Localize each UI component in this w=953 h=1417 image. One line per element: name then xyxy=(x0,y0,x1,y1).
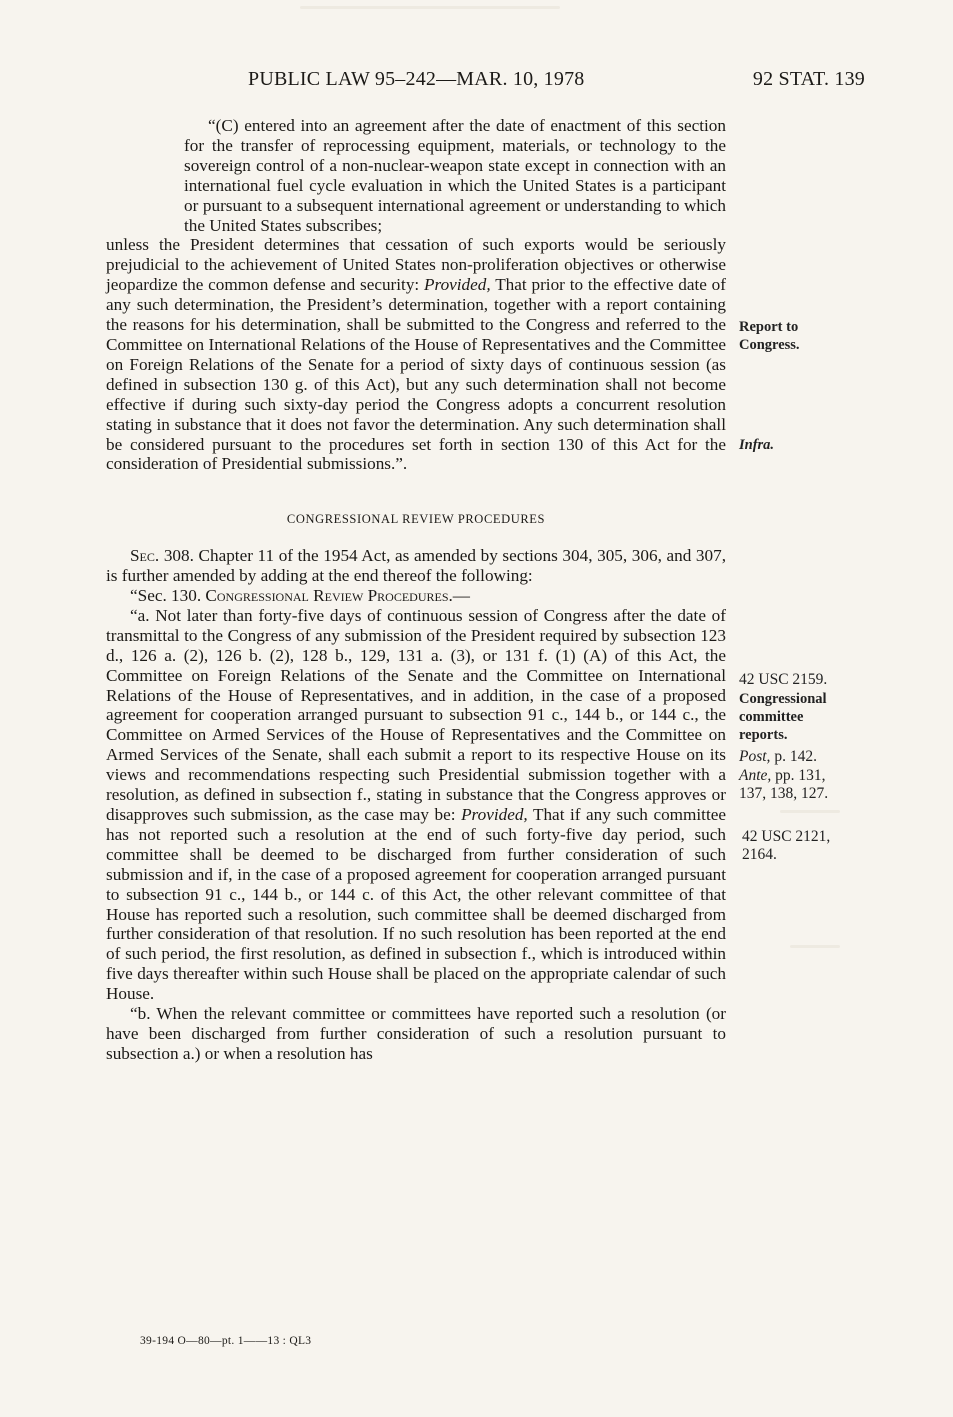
margin-note-congressional-reports xyxy=(739,690,827,744)
margin-note-post xyxy=(739,748,817,766)
margin-note-usc-2121 xyxy=(742,828,830,864)
margin-cong-line1: Congressional xyxy=(739,691,827,707)
unless-paragraph xyxy=(106,235,726,474)
margin-note-infra: Infra. xyxy=(739,437,775,453)
bleed-through-mark xyxy=(300,6,560,9)
margin-ante-pages2: 137, 138, 127. xyxy=(739,785,829,802)
margin-cong-line3: reports. xyxy=(739,727,788,743)
margin-post-label: Post, xyxy=(739,748,771,765)
subsection-a xyxy=(106,606,726,1004)
margin-usc2121-line2: 2164. xyxy=(742,846,777,863)
section-heading: CONGRESSIONAL REVIEW PROCEDURES xyxy=(286,512,546,527)
subsection-a-part1: “a. Not later than forty-five days of continuous session of Congress after the date of transmittal to the Congress of any submission of the President required by subsection 123 d., 126 a. (2), 126 b. (2), 128 b., 129, 131 a. (3), or 131 f. (1) (A) of this Act, the Committee on Foreign Relations of the Senate and the Committee on International Relations of the House of Representatives, and in addition, in the case of a proposed agreement for cooperation arranged pursuant to subsection 91 c., 144 b., or 144 c., the Committee on Armed Services of the House of Representatives and the Committee on Armed Services of the Senate, shall each submit a report to its respective House on its views and recommendations respecting such Presidential submission together with a resolution, as defined in subsection f., stating in substance that the Congress approves or disapproves such submission, as the case may be: xyxy=(106,605,726,824)
subsection-a-provided: Provided, xyxy=(461,805,528,824)
margin-post-page: p. 142. xyxy=(774,748,817,765)
subsection-b: “b. When the relevant committee or committees have reported such a resolution (or have been discharged from further consideration of such a resolution pursuant to subsection a.) or when a resolution has xyxy=(106,1004,726,1063)
margin-cong-line2: committee xyxy=(739,709,804,725)
sec-308-text: 308. Chapter 11 of the 1954 Act, as amended by sections 304, 305, 306, and 307, is further amended by adding at the end thereof the following: xyxy=(106,546,727,586)
margin-note-usc-2159: 42 USC 2159. xyxy=(739,671,828,688)
sec-label: Sec. xyxy=(130,546,160,566)
running-head-title: PUBLIC LAW 95–242—MAR. 10, 1978 xyxy=(248,68,585,90)
margin-report-line1: Report to xyxy=(739,319,799,335)
sec-308-paragraph xyxy=(106,546,726,586)
margin-ante-pages1: pp. 131, xyxy=(775,767,826,784)
unless-text-part2: That prior to the effective date of any such determination, the President’s determination, together with a report containing the reasons for his determination, shall be submitted to the Congress and referred to the Committee on International Relations of the House of Representatives and the Committee on Foreign Relations of the Senate for a period of sixty days of continuous session (as defined in subsection 130 g. of this Act), but any such determination shall not become effective if during such sixty-day period the Congress adopts a concurrent resolution stating in substance that it does not favor the determination. Any such determination shall be considered pursuant to the procedures set forth in section 130 of this Act for the consideration of Presidential submissions.”. xyxy=(106,275,727,474)
bleed-through-mark xyxy=(790,945,840,948)
print-footer: 39-194 O—80—pt. 1——13 : QL3 xyxy=(140,1335,312,1347)
margin-note-report xyxy=(739,318,800,354)
sec-130-prefix: “Sec. 130. xyxy=(130,586,202,606)
provided-italic: Provided, xyxy=(424,275,491,295)
sec-130-heading xyxy=(106,586,726,606)
clause-c: “(C) entered into an agreement after the date of enactment of this section for the transfer of reprocessing equipment, materials, or technology to the sovereign control of a non-nuclear-weapon state except in connection with an international fuel cycle evaluation in which the United States is a participant or pursuant to a subsequent international agreement or understanding to which the United States subscribes; xyxy=(184,116,726,235)
margin-note-ante xyxy=(739,767,828,803)
main-text-column xyxy=(106,116,726,1064)
bleed-through-mark xyxy=(780,810,840,813)
subsection-a-part2: That if any such committee has not reported such a resolution at the end of such forty-five day period, such committee shall be deemed to be discharged from further consideration of such submission and if, in the case of a proposed agreement for cooperation arranged pursuant to subsection 91 c., 144 b., or 144 c. of this Act, the other relevant committee of that House has reported such a resolution, such committee shall be deemed discharged from further consideration of that resolution. If no such resolution has been reported at the end of such period, the first resolution, as defined in subsection f., which is introduced within five days thereafter within such House shall be placed on the appropriate calendar of such House. xyxy=(106,805,726,1004)
margin-ante-label: Ante, xyxy=(739,767,772,784)
unless-text-part1: unless the President determines that cessation of such exports would be seriously prejudicial to the achievement of United States non-proliferation objectives or otherwise jeopardize the common defense and security: xyxy=(106,235,726,295)
margin-usc2121-line1: 42 USC 2121, xyxy=(742,828,831,845)
margin-report-line2: Congress. xyxy=(739,337,800,353)
page-header xyxy=(0,68,953,96)
sec-130-title: Congressional Review Procedures.— xyxy=(205,586,470,606)
statute-page-number: 92 STAT. 139 xyxy=(752,68,865,90)
